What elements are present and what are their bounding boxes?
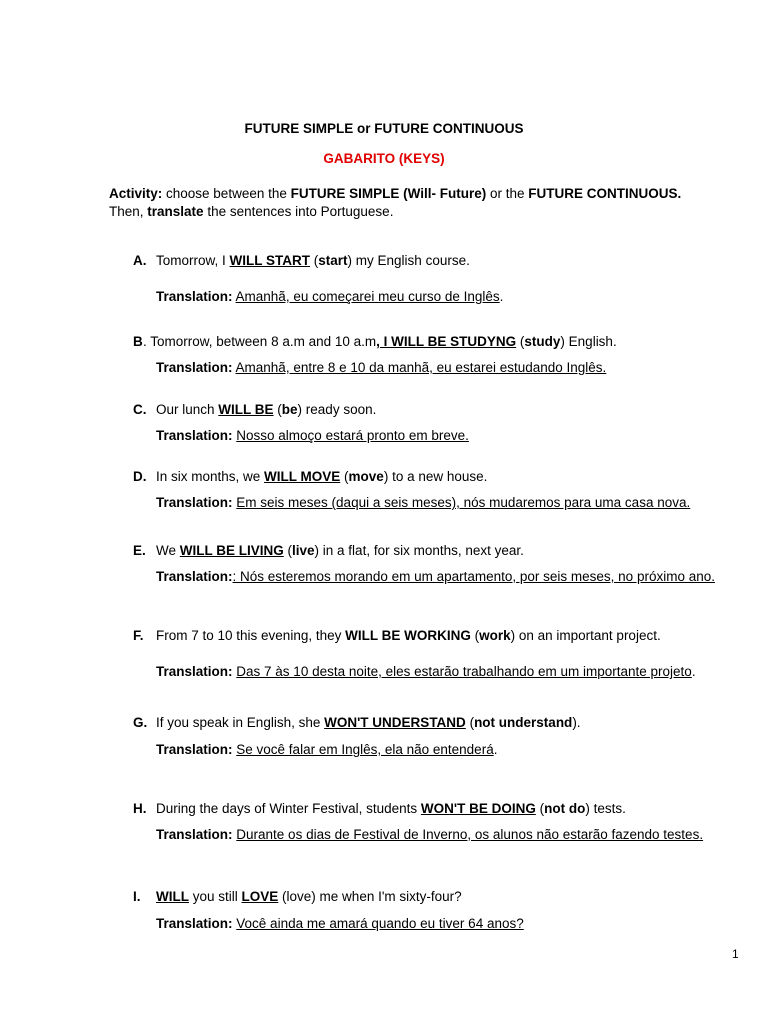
translation-text: Nosso almoço estará pronto em breve. — [236, 428, 469, 443]
item-letter: C. — [133, 402, 147, 417]
item-translation: Translation: Amanhã, eu começarei meu curso de Inglês. — [156, 289, 504, 304]
item-sentence: In six months, we WILL MOVE (move) to a new house. — [156, 469, 488, 484]
translation-text: Se você falar em Inglês, ela não entenderá — [236, 742, 494, 757]
item-answer: WON'T UNDERSTAND — [324, 715, 466, 730]
item-letter: G. — [133, 715, 148, 730]
item-verb: move — [348, 469, 384, 484]
item-letter: A. — [133, 253, 147, 268]
translation-text: Você ainda me amará quando eu tiver 64 anos? — [236, 916, 524, 931]
translation-text: Durante os dias de Festival de Inverno, os alunos não estarão fazendo testes. — [236, 827, 704, 842]
item-answer: WILL BE — [218, 402, 274, 417]
activity-text-2: or the — [486, 186, 529, 201]
item-sentence: Tomorrow, I WILL START (start) my English course. — [156, 253, 470, 268]
page-number: 1 — [732, 947, 739, 961]
item-answer: WILL BE WORKING — [345, 628, 471, 643]
translation-label: Translation: — [156, 742, 233, 757]
item-answer: WILL MOVE — [264, 469, 341, 484]
item-answer: WILL START — [229, 253, 311, 268]
activity-translate-word: translate — [147, 204, 204, 219]
item-letter: E. — [133, 543, 146, 558]
translation-label: Translation: — [156, 916, 233, 931]
item-verb: study — [524, 334, 561, 349]
activity-option-1: FUTURE SIMPLE (Will- Future) — [290, 186, 487, 201]
activity-text-1: choose between the — [162, 186, 291, 201]
item-translation — [156, 569, 715, 585]
item-translation: Translation: Se você falar em Inglês, ela não entenderá. — [156, 742, 498, 757]
item-answer: WILL BE LIVING — [179, 543, 284, 558]
translation-label: Translation: — [156, 827, 233, 842]
document-subtitle: GABARITO (KEYS) — [323, 151, 445, 166]
item-sentence: WILL you still LOVE (love) me when I'm sixty-four? — [156, 889, 462, 904]
activity-option-2: FUTURE CONTINUOUS. — [528, 186, 682, 201]
item-translation — [156, 827, 703, 843]
item-translation — [156, 428, 469, 444]
item-sentence: If you speak in English, she WON'T UNDERSTAND (not understand). — [156, 715, 581, 730]
translation-text: Das 7 às 10 desta noite, eles estarão trabalhando em um importante projeto — [236, 664, 692, 679]
translation-text: Amanhã, entre 8 e 10 da manhã, eu estarei estudando Inglês. — [235, 360, 607, 375]
item-sentence: We WILL BE LIVING (live) in a flat, for six months, next year. — [156, 543, 524, 558]
item-sentence: From 7 to 10 this evening, they WILL BE WORKING (work) on an important project. — [156, 628, 661, 643]
item-answer: WON'T BE DOING — [420, 801, 536, 816]
item-sentence: Our lunch WILL BE (be) ready soon. — [156, 402, 377, 417]
translation-label: Translation: — [156, 664, 233, 679]
translation-label: Translation: — [156, 289, 233, 304]
item-letter: D. — [133, 469, 147, 484]
item-verb: not do — [544, 801, 586, 816]
translation-label: Translation: — [156, 569, 233, 584]
activity-text-3: Then, — [109, 204, 148, 219]
item-letter: H. — [133, 801, 147, 816]
translation-label: Translation: — [156, 428, 233, 443]
item-verb: start — [318, 253, 348, 268]
item-verb: live — [292, 543, 315, 558]
item-verb: be — [281, 402, 298, 417]
item-letter: I. — [133, 889, 141, 904]
item-translation — [156, 495, 690, 511]
translation-text: Amanhã, eu começarei meu curso de Inglês — [235, 289, 500, 304]
item-letter: F. — [133, 628, 144, 643]
item-translation: Translation: Das 7 às 10 desta noite, eles estarão trabalhando em um importante projeto. — [156, 664, 696, 679]
activity-instructions — [109, 185, 729, 221]
item-verb: LOVE — [241, 889, 279, 904]
item-sentence: During the days of Winter Festival, students WON'T BE DOING (not do) tests. — [156, 801, 626, 816]
translation-text: Em seis meses (daqui a seis meses), nós mudaremos para uma casa nova. — [236, 495, 691, 510]
item-translation — [156, 916, 524, 932]
item-answer: WILL — [156, 889, 189, 904]
translation-label: Translation: — [156, 360, 233, 375]
translation-label: Translation: — [156, 495, 233, 510]
item-answer: , I WILL BE STUDYNG — [376, 334, 517, 349]
activity-label: Activity: — [109, 186, 163, 201]
document-title: FUTURE SIMPLE or FUTURE CONTINUOUS — [244, 121, 524, 136]
item-translation — [156, 360, 606, 376]
item-sentence: . Tomorrow, between 8 a.m and 10 a.m, I WILL BE STUDYNG (study) English. — [143, 334, 617, 349]
item-verb: work — [479, 628, 511, 643]
item-verb: not understand — [474, 715, 573, 730]
activity-text-4: the sentences into Portuguese. — [203, 204, 394, 219]
translation-text: : Nós esteremos morando em um apartamento, por seis meses, no próximo ano. — [232, 569, 715, 584]
item-letter: B — [133, 334, 143, 349]
